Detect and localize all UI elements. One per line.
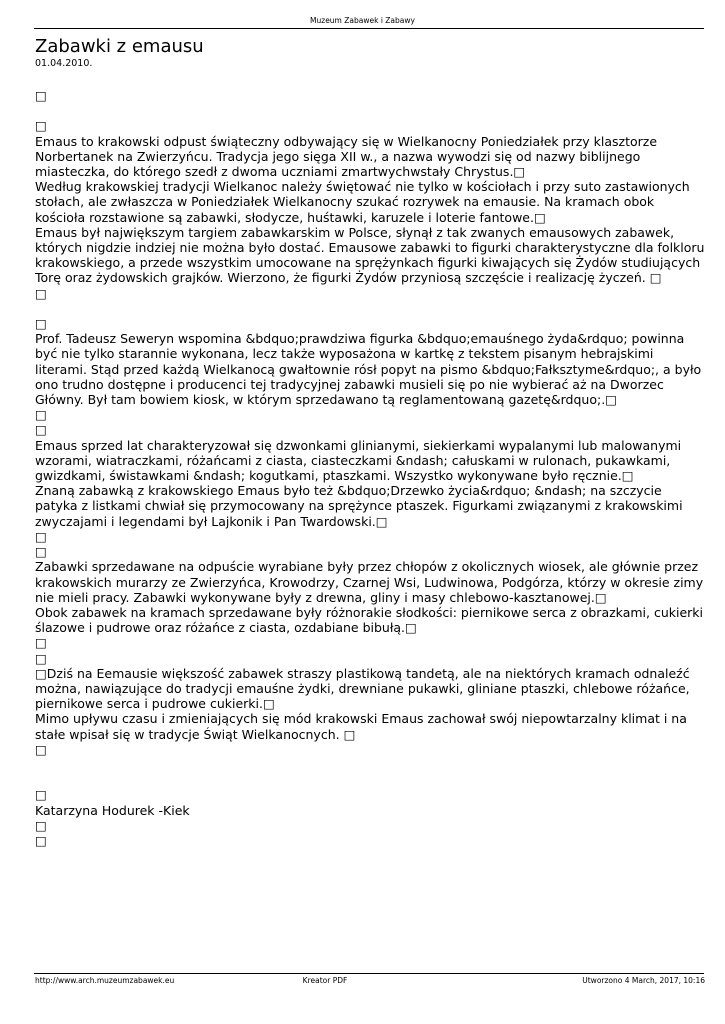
article-body: □ □ Emaus to krakowski odpust świąteczny odbywający się w Wielkanocny Poniedziałek przy klasztorze Norbertanek na Zwierzyńcu. Tradycja jego sięga XII w., a nazwa wywodzi się od nazwy biblijnego miasteczka, do którego szedł z dwoma uczniami zmartwychwstały Chrystus.□ Według krakowskiej tradycji Wielkanoc należy świętować nie tylko w kościołach i przy suto zastawionych stołach, ale zwłaszcza w Poniedziałek Wielkanocny szukać rozrywek na emausie. Na kramach obok kościoła rozstawione są zabawki, słodycze, huśtawki, karuzele i loterie fantowe.□ Emaus był największym targiem zabawkarskim w Polsce, słynął z tak zwanych emausowych zabawek, których nigdzie indziej nie można było dostać. Emausowe zabawki to figurki charakterystyczne dla folkloru krakowskiego, a przede wszystkim umocowane na sprężynkach figurki kiwających się Żydów studiujących Torę oraz żydowskich grajków. Wierzono, że figurki Żydów przyniosą szczęście i realizację życzeń. □ □ □ Prof. Tadeusz Seweryn wspomina &bdquo;prawdziwa figurka &bdquo;emauśnego żyda&rdquo; powinna być nie tylko starannie wykonana, lecz także wyposażona w kartkę z tekstem pisanym hebrajskimi literami. Stąd przed każdą Wielkanocą gwałtownie rósł popyt na pismo &bdquo;Fałksztyme&rdquo;, a było ono trudno dostępne i producenci tej tradycyjnej zabawki musieli się po nie wybierać aż na Dworzec Główny. Był tam bowiem kiosk, w którym sprzedawano tą reglamentowaną gazetę&rdquo;.□ □ □ Emaus sprzed lat charakteryzował się dzwonkami glinianymi, siekierkami wypalanymi lub malowanymi wzorami, wiatraczkami, różańcami z ciasta, ciasteczkami &ndash; całuskami w rulonach, pukawkami, gwizdkami, świstawkami &ndash; kogutkami, ptaszkami. Wszystko wykonywane było ręcznie.□ Znaną zabawką z krakowskiego Emaus było też &bdquo;Drzewko życia&rdquo; &ndash; na szczycie patyka z listkami chwiał się przymocowany na sprężynce ptaszek. Figurkami związanymi z krakowskimi zwyczajami i legendami był Lajkonik i Pan Twardowski.□ □ □ Zabawki sprzedawane na odpuście wyrabiane były przez chłopów z okolicznych wiosek, ale głównie przez krakowskich murarzy ze Zwierzyńca, Krowodrzy, Czarnej Wsi, Ludwinowa, Podgórza, którzy w okresie zimy nie mieli pracy. Zabawki wykonywane były z drewna, gliny i masy chlebowo-kasztanowej.□ Obok zabawek na kramach sprzedawane były różnorakie słodkości: piernikowe serca z obrazkami, cukierki ślazowe i pudrowe oraz różańce z ciasta, ozdabiane bibułą.□ □ □ □Dziś na Eemausie większość zabawek straszy plastikową tandetą, ale na niektórych kramach odnaleźć można, nawiązujące do tradycji emauśne żydki, drewniane pukawki, gliniane ptaszki, chlebowe różańce, piernikowe serca i pudrowe cukierki.□ Mimo upływu czasu i zmieniających się mód krakowski Emaus zachował swój niepowtarzalny klimat i na stałe wpisał się w tradycje Świąt Wielkanocnych. □ □ □ Katarzyna Hodurek -Kiek □ □	[35, 88, 705, 848]
footer-generator: Kreator PDF	[302, 976, 348, 985]
page-footer	[35, 976, 705, 988]
page-header	[0, 16, 725, 26]
article-title: Zabawki z emausu	[35, 36, 204, 57]
article-date: 01.04.2010.	[35, 58, 93, 69]
header-divider	[34, 28, 704, 29]
article	[35, 36, 705, 848]
footer-url[interactable]: http://www.arch.muzeumzabawek.eu	[35, 976, 175, 985]
footer-created: Utworzono 4 March, 2017, 10:16	[582, 976, 705, 985]
site-title: Muzeum Zabawek i Zabawy	[310, 16, 415, 25]
footer-divider	[34, 973, 704, 974]
